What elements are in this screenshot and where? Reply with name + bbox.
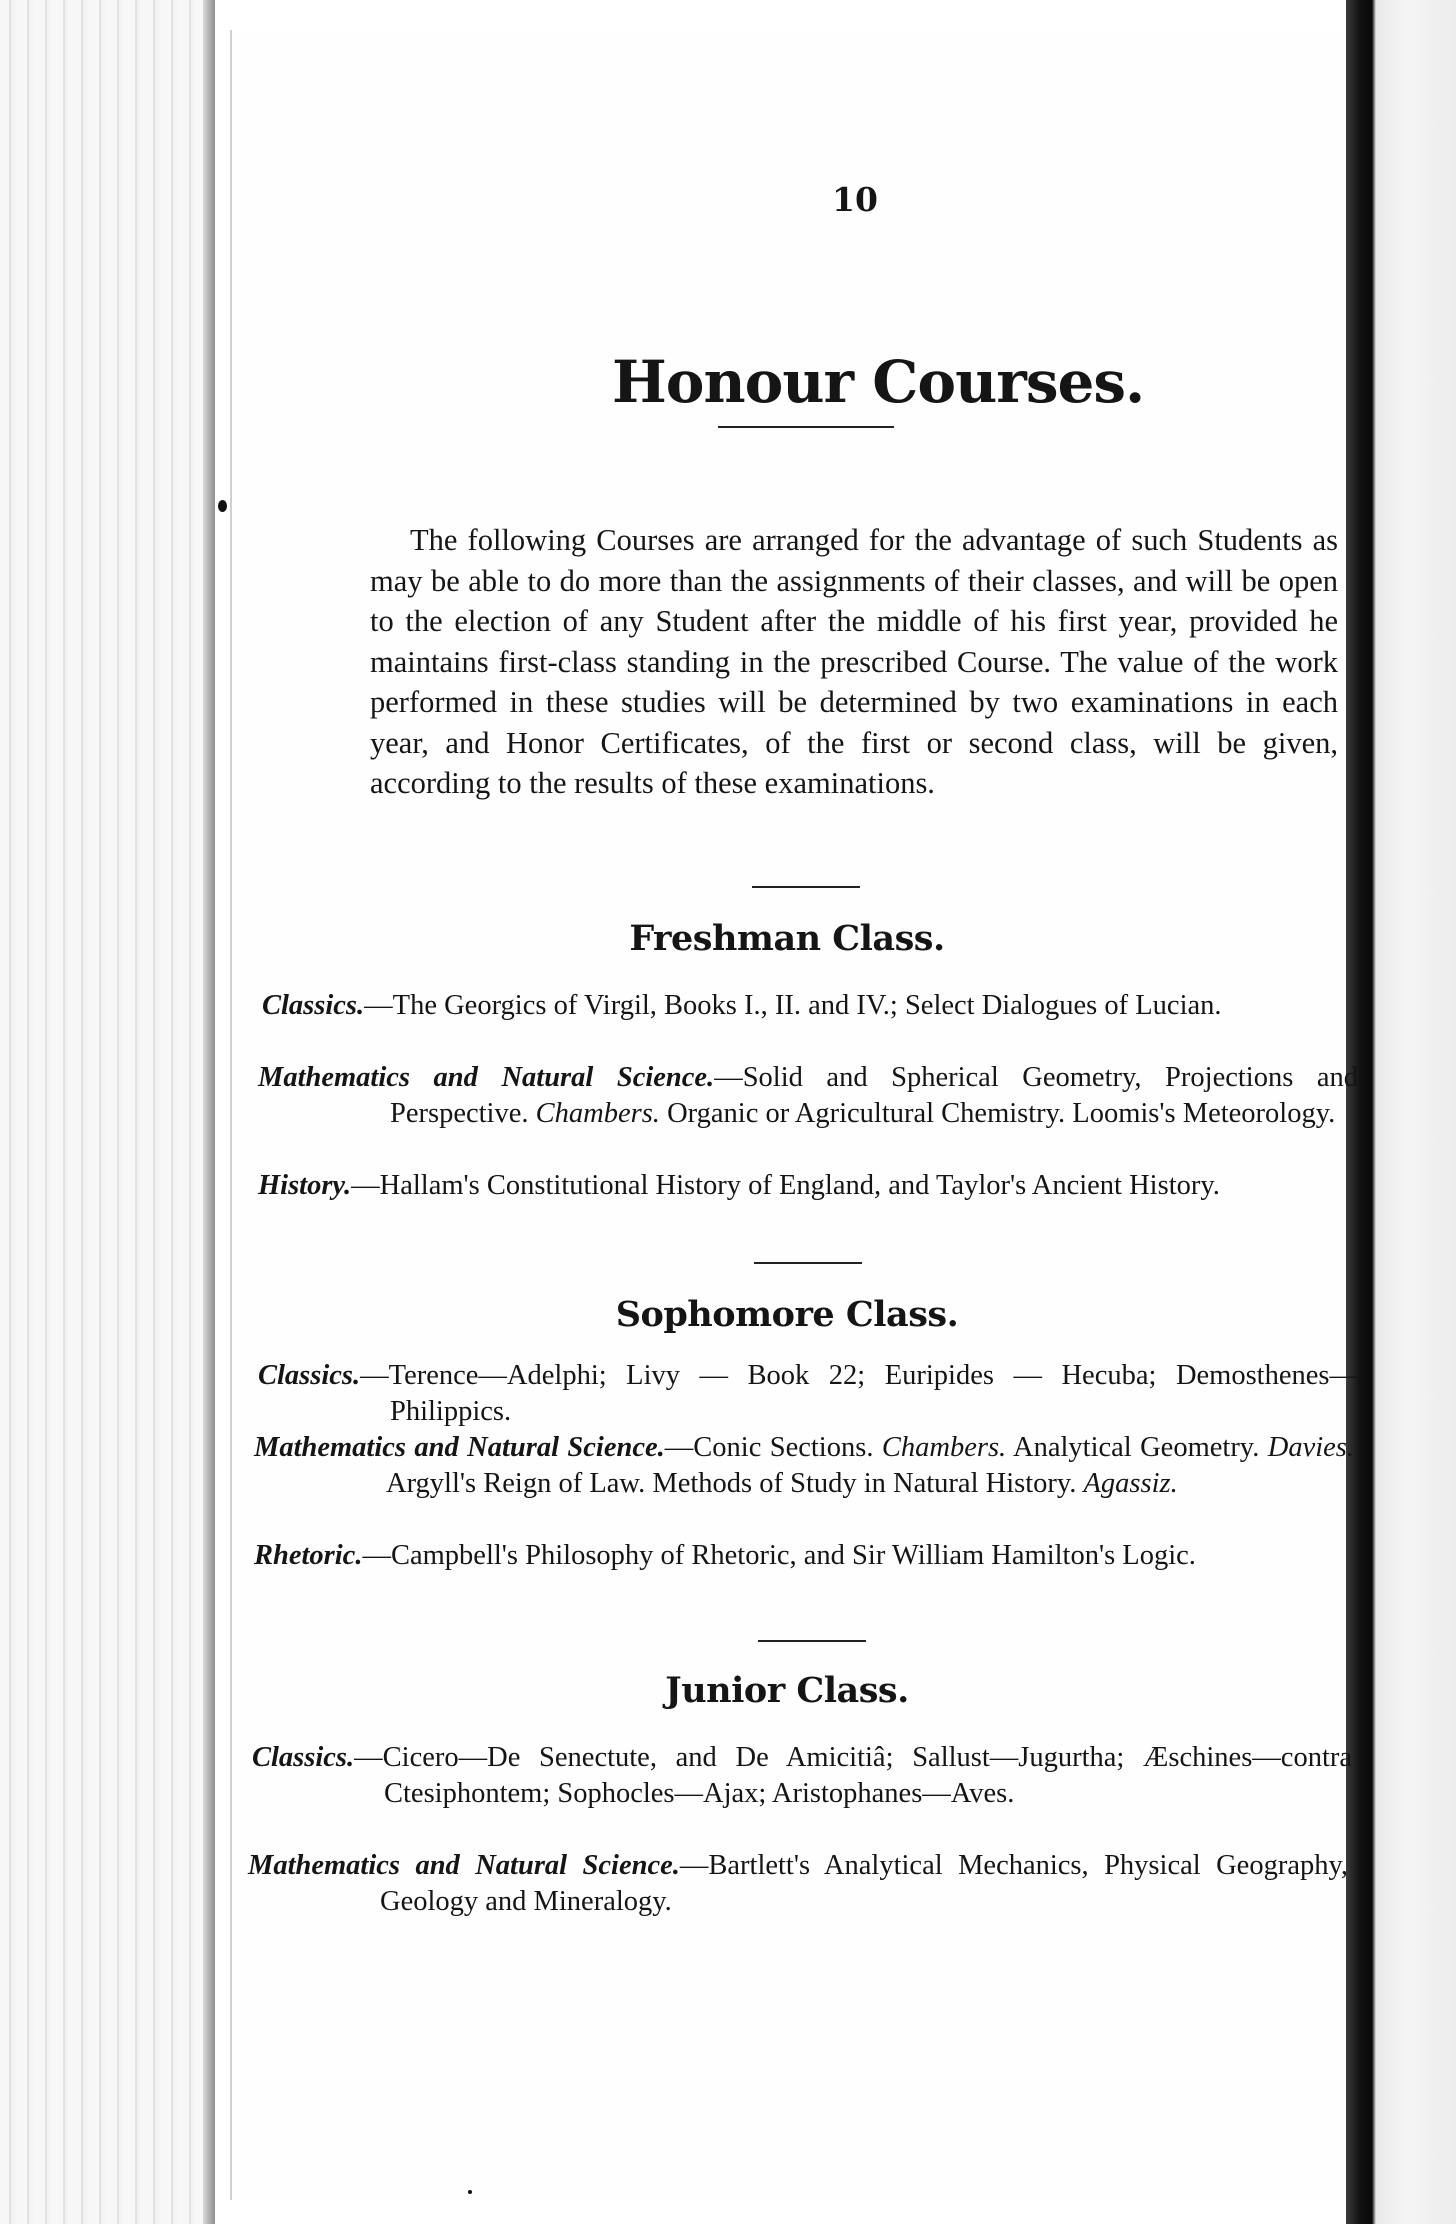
- sophomore-rhetoric-entry: [254, 1538, 1354, 1574]
- sophomore-math-entry: [254, 1430, 1354, 1501]
- sophomore-heading: Sophomore Class.: [615, 1294, 959, 1335]
- entry-text: —Hallam's Constitutional History of England, and Taylor's Ancient History.: [351, 1170, 1220, 1201]
- page-title: Honour Courses.: [612, 348, 1145, 416]
- junior-classics-entry: [252, 1740, 1352, 1811]
- entry-text: —Campbell's Philosophy of Rhetoric, and Sir William Hamilton's Logic.: [362, 1540, 1196, 1571]
- entry-text: —Bartlett's Analytical Mechanics, Physical Geography, Geology and Mineralogy.: [380, 1850, 1348, 1917]
- freshman-classics-entry: [262, 988, 1362, 1024]
- book-gutter: [1346, 0, 1456, 2224]
- book-page-edges: [0, 0, 215, 2224]
- author-name: Chambers.: [535, 1097, 660, 1129]
- entry-text: Argyll's Reign of Law. Methods of Study in Natural History.: [386, 1467, 1077, 1499]
- section-rule-freshman: [752, 886, 860, 888]
- freshman-math-entry: [258, 1060, 1358, 1131]
- junior-math-entry: [248, 1848, 1348, 1919]
- junior-heading: Junior Class.: [665, 1670, 909, 1711]
- entry-text: —The Georgics of Virgil, Books I., II. and IV.; Select Dialogues of Lucian.: [364, 990, 1222, 1021]
- freshman-history-entry: [258, 1168, 1358, 1204]
- freshman-heading: Freshman Class.: [629, 918, 945, 959]
- entry-text: —Solid and Spherical Geometry, Projections and Perspective.: [390, 1062, 1358, 1129]
- author-name: Chambers.: [881, 1432, 1007, 1463]
- page-number: 10: [832, 180, 878, 219]
- author-name: Agassiz.: [1083, 1467, 1178, 1499]
- author-name: Davies.: [1267, 1432, 1355, 1463]
- entry-text: —Conic Sections.: [664, 1432, 874, 1463]
- subject-label: Mathematics and Natural Science.: [254, 1432, 665, 1463]
- entry-text: —Terence—Adelphi; Livy — Book 22; Euripides — Hecuba; Demosthenes—Philippics.: [360, 1360, 1358, 1427]
- book-page: [230, 30, 1358, 2200]
- subject-label: Mathematics and Natural Science.: [258, 1062, 715, 1093]
- title-rule: [718, 426, 894, 428]
- entry-text: Analytical Geometry.: [1013, 1432, 1260, 1463]
- subject-label: Classics.: [262, 990, 365, 1021]
- section-rule-sophomore: [754, 1262, 862, 1264]
- intro-paragraph: The following Courses are arranged for the advantage of such Students as may be able to do more than the assignments of their classes, and will be open to the election of any Student after the middle of his first year, provided he maintains first-class standing in the prescribed Course. The value of the work performed in these studies will be determined by two examinations in each year, and Honor Certificates, of the first or second class, will be given, according to the results of these examinations.: [370, 523, 1338, 800]
- subject-label: Rhetoric.: [254, 1540, 363, 1571]
- ink-speck: [468, 2190, 472, 2194]
- ink-speck: [218, 500, 227, 512]
- section-rule-junior: [758, 1640, 866, 1642]
- subject-label: History.: [258, 1170, 352, 1201]
- sophomore-classics-entry: [258, 1358, 1358, 1429]
- bleed-through-texture: [372, 250, 1332, 290]
- subject-label: Classics.: [252, 1742, 355, 1773]
- subject-label: Mathematics and Natural Science.: [248, 1850, 680, 1881]
- entry-text: Organic or Agricultural Chemistry. Loomis's Meteorology.: [667, 1097, 1336, 1129]
- entry-text: —Cicero—De Senectute, and De Amicitiâ; Sallust—Jugurtha; Æschines—contra Ctesiphontem; Sophocles—Ajax; Aristophanes—Aves.: [354, 1742, 1352, 1809]
- subject-label: Classics.: [258, 1360, 361, 1391]
